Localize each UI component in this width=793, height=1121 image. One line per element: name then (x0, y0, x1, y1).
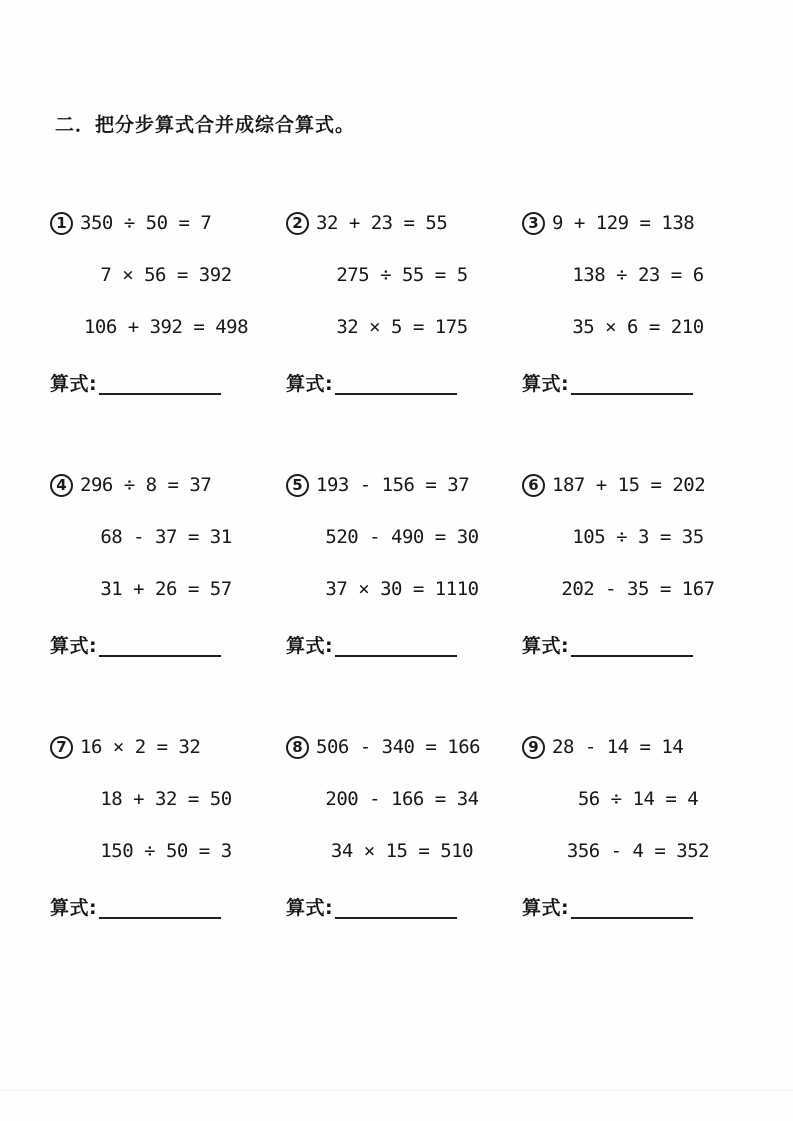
equation-line: 106 + 392 = 498 (83, 316, 249, 338)
answer-label: 算式: (50, 897, 98, 919)
answer-label: 算式: (522, 635, 570, 657)
equation-line: 32 × 5 = 175 (336, 316, 468, 338)
answer-blank-line[interactable] (335, 655, 457, 657)
equation-line: 16 × 2 = 32 (80, 736, 201, 758)
equation-line: 296 ÷ 8 = 37 (80, 474, 212, 496)
problem-2 (286, 208, 514, 396)
answer-blank-line[interactable] (335, 393, 457, 395)
equation-line: 520 - 490 = 30 (325, 526, 479, 548)
equation-line: 28 - 14 = 14 (552, 736, 684, 758)
equation-line: 37 × 30 = 1110 (325, 578, 479, 600)
equation-line: 187 + 15 = 202 (552, 474, 706, 496)
problem-number-badge: 6 (522, 474, 545, 497)
equation-line: 193 - 156 = 37 (316, 474, 470, 496)
equation-line: 105 ÷ 3 = 35 (572, 526, 704, 548)
answer-blank-line[interactable] (571, 393, 693, 395)
problem-3 (522, 208, 750, 396)
problem-number-badge: 9 (522, 736, 545, 759)
answer-label: 算式: (522, 897, 570, 919)
answer-label: 算式: (286, 897, 334, 919)
equation-line: 7 × 56 = 392 (100, 264, 232, 286)
equation-line: 34 × 15 = 510 (330, 840, 474, 862)
problem-5 (286, 470, 514, 658)
problem-number-badge: 1 (50, 212, 73, 235)
equation-line: 506 - 340 = 166 (316, 736, 481, 758)
problem-8 (286, 732, 514, 920)
answer-blank-line[interactable] (99, 655, 221, 657)
problem-number-badge: 3 (522, 212, 545, 235)
problem-4 (50, 470, 278, 658)
equation-line: 68 - 37 = 31 (100, 526, 232, 548)
equation-line: 32 + 23 = 55 (316, 212, 448, 234)
problem-7 (50, 732, 278, 920)
problem-number-badge: 4 (50, 474, 73, 497)
answer-blank-line[interactable] (571, 917, 693, 919)
problem-6 (522, 470, 750, 658)
answer-blank-line[interactable] (335, 917, 457, 919)
equation-line: 275 ÷ 55 = 5 (336, 264, 468, 286)
answer-label: 算式: (286, 635, 334, 657)
answer-label: 算式: (50, 635, 98, 657)
answer-label: 算式: (286, 373, 334, 395)
answer-label: 算式: (522, 373, 570, 395)
equation-line: 150 ÷ 50 = 3 (100, 840, 232, 862)
equation-line: 202 - 35 = 167 (561, 578, 715, 600)
equation-line: 200 - 166 = 34 (325, 788, 479, 810)
equation-line: 350 ÷ 50 = 7 (80, 212, 212, 234)
equation-line: 31 + 26 = 57 (100, 578, 232, 600)
problem-1 (50, 208, 278, 396)
equation-line: 35 × 6 = 210 (572, 316, 704, 338)
equation-line: 9 + 129 = 138 (552, 212, 695, 234)
equation-line: 18 + 32 = 50 (100, 788, 232, 810)
section-title: 二．把分步算式合并成综合算式。 (55, 114, 356, 136)
problem-9 (522, 732, 750, 920)
problem-number-badge: 8 (286, 736, 309, 759)
problems-grid (50, 208, 750, 920)
answer-blank-line[interactable] (571, 655, 693, 657)
problem-number-badge: 2 (286, 212, 309, 235)
answer-label: 算式: (50, 373, 98, 395)
answer-blank-line[interactable] (99, 393, 221, 395)
problem-number-badge: 5 (286, 474, 309, 497)
equation-line: 56 ÷ 14 = 4 (577, 788, 699, 810)
answer-blank-line[interactable] (99, 917, 221, 919)
page-bottom-divider (0, 1090, 793, 1091)
problem-number-badge: 7 (50, 736, 73, 759)
equation-line: 356 - 4 = 352 (566, 840, 710, 862)
equation-line: 138 ÷ 23 = 6 (572, 264, 704, 286)
